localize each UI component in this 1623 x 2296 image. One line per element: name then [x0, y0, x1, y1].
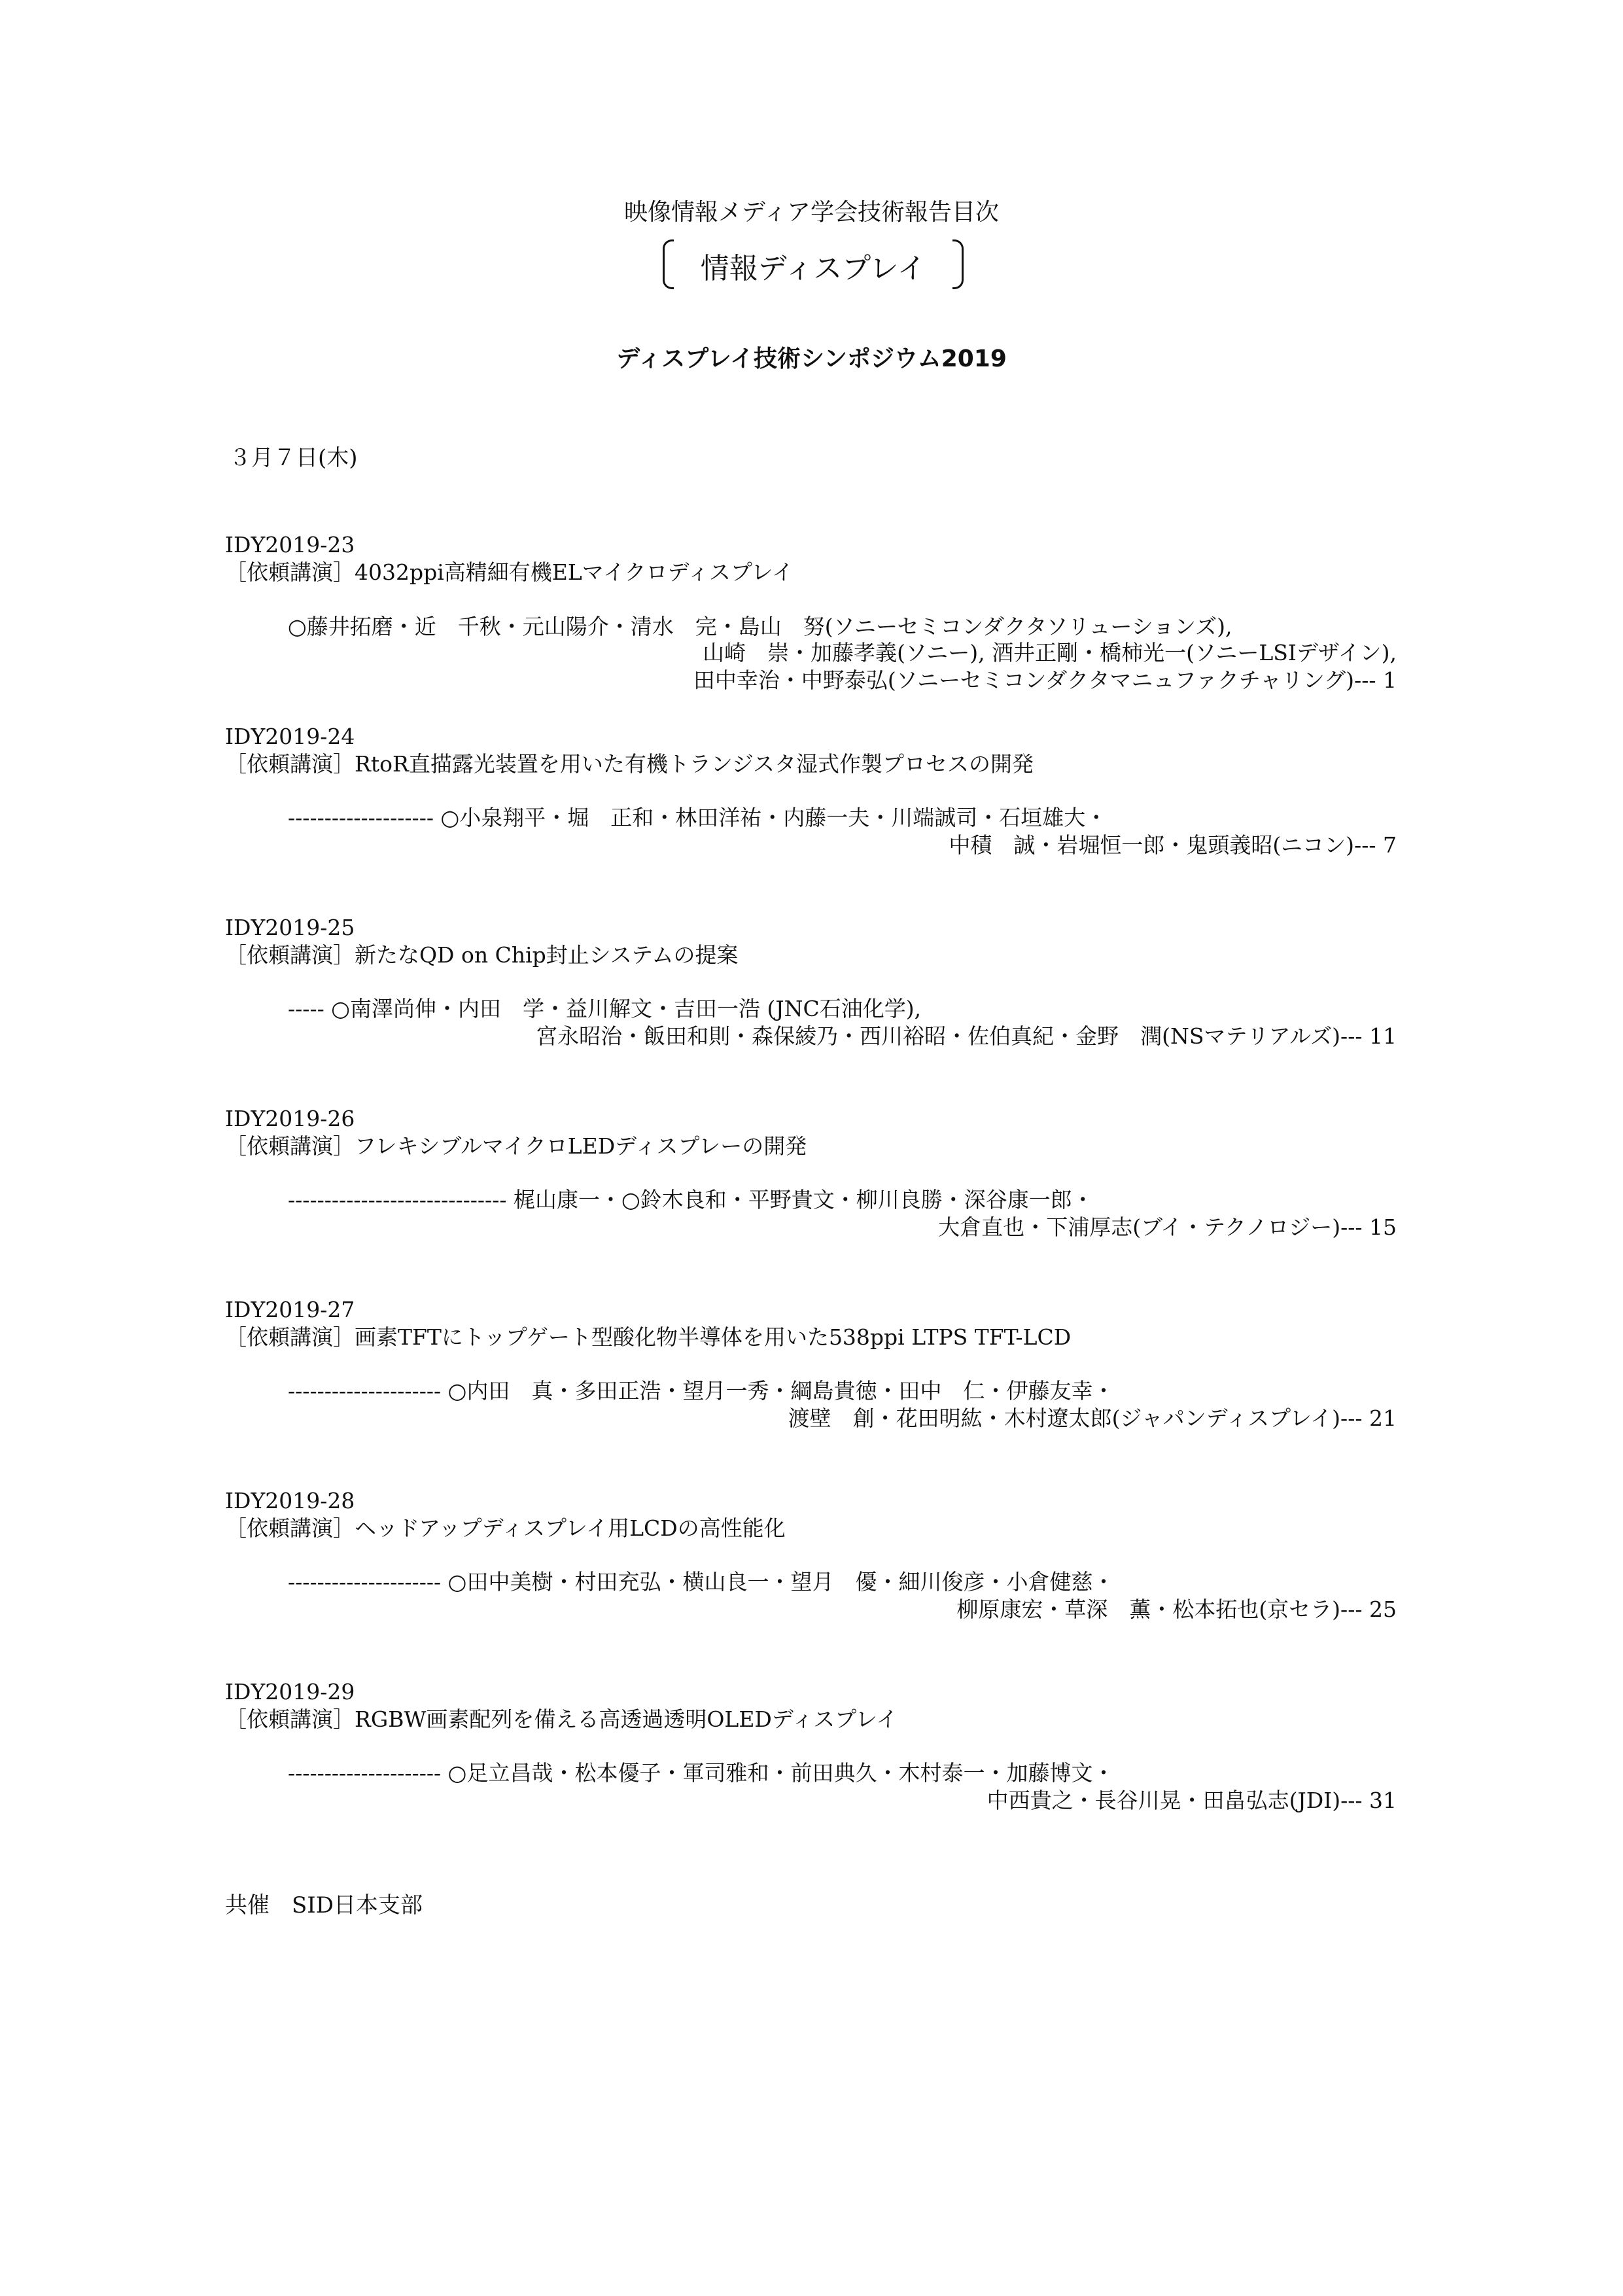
entry-authors-page: 大倉直也・下浦厚志(ブイ・テクノロジー)--- 15	[938, 1214, 1397, 1240]
entry-authors-page: 宮永昭治・飯田和則・森保綾乃・西川裕昭・佐伯真紀・金野 潤(NSマテリアルズ)--- 11	[536, 1023, 1397, 1049]
entry-title: ［依頼講演］新たなQD on Chip封止システムの提案	[225, 942, 739, 968]
entry-id: IDY2019-29	[225, 1679, 355, 1704]
entry-id: IDY2019-27	[225, 1297, 355, 1322]
right-bracket	[952, 239, 964, 289]
entry-authors: --------------------- ○内田 真・多田正浩・望月一秀・綱島貴徳・田中 仁・伊藤友幸・	[288, 1378, 1115, 1404]
entry-authors: ○藤井拓磨・近 千秋・元山陽介・清水 完・島山 努(ソニーセミコンダクタソリューションズ),	[288, 614, 1232, 639]
entry-authors: 山崎 崇・加藤孝義(ソニー), 酒井正剛・橋柿光一(ソニーLSIデザイン),	[703, 640, 1397, 665]
entry-title: ［依頼講演］フレキシブルマイクロLEDディスプレーの開発	[225, 1133, 807, 1159]
left-bracket	[663, 239, 674, 289]
entry-title: ［依頼講演］画素TFTにトップゲート型酸化物半導体を用いた538ppi LTPS TFT-LCD	[225, 1324, 1072, 1350]
entry-id: IDY2019-23	[225, 532, 355, 557]
entry-authors: -------------------- ○小泉翔平・堀 正和・林田洋祐・内藤一夫・川端誠司・石垣雄大・	[288, 805, 1108, 830]
entry-title: ［依頼講演］RGBW画素配列を備える高透過透明OLEDディスプレイ	[225, 1706, 898, 1732]
entry-authors: ----- ○南澤尚伸・内田 学・益川解文・吉田一浩 (JNC石油化学),	[288, 996, 922, 1021]
entry-authors-page: 柳原康宏・草深 薫・松本拓也(京セラ)--- 25	[956, 1597, 1397, 1622]
entry-authors: --------------------- ○田中美樹・村田充弘・横山良一・望月 優・細川俊彦・小倉健慈・	[288, 1569, 1115, 1595]
entry-id: IDY2019-26	[225, 1106, 355, 1131]
entry-title: ［依頼講演］4032ppi高精細有機ELマイクロディスプレイ	[225, 559, 794, 585]
co-sponsor-note: 共催 SID日本支部	[225, 1892, 423, 1918]
entry-authors: ------------------------------ 梶山康一・○鈴木良和・平野貴文・柳川良勝・深谷康一郎・	[288, 1187, 1094, 1212]
entry-authors-page: 中西貴之・長谷川晃・田畠弘志(JDI)--- 31	[986, 1788, 1397, 1813]
entry-authors-page: 中積 誠・岩堀恒一郎・鬼頭義昭(ニコン)--- 7	[949, 832, 1397, 858]
entry-id: IDY2019-28	[225, 1488, 355, 1513]
entry-authors-page: 渡壁 創・花田明紘・木村遼太郎(ジャパンディスプレイ)--- 21	[788, 1405, 1397, 1431]
entry-title: ［依頼講演］ヘッドアップディスプレイ用LCDの高性能化	[225, 1515, 786, 1541]
entry-authors-page: 田中幸治・中野泰弘(ソニーセミコンダクタマニュファクチャリング)--- 1	[693, 667, 1397, 693]
symposium-title: ディスプレイ技術シンポジウム2019	[616, 345, 1007, 372]
report-toc-title: 映像情報メディア学会技術報告目次	[623, 199, 1000, 226]
category-title: 情報ディスプレイ	[700, 252, 926, 285]
entry-id: IDY2019-25	[225, 915, 355, 940]
entry-title: ［依頼講演］RtoR直描露光装置を用いた有機トランジスタ湿式作製プロセスの開発	[225, 751, 1034, 777]
entry-id: IDY2019-24	[225, 724, 355, 749]
category-bracket-box	[663, 237, 964, 291]
entry-authors: --------------------- ○足立昌哉・松本優子・軍司雅和・前田典久・木村泰一・加藤博文・	[288, 1760, 1115, 1786]
session-date: ３月７日(木)	[229, 445, 358, 471]
